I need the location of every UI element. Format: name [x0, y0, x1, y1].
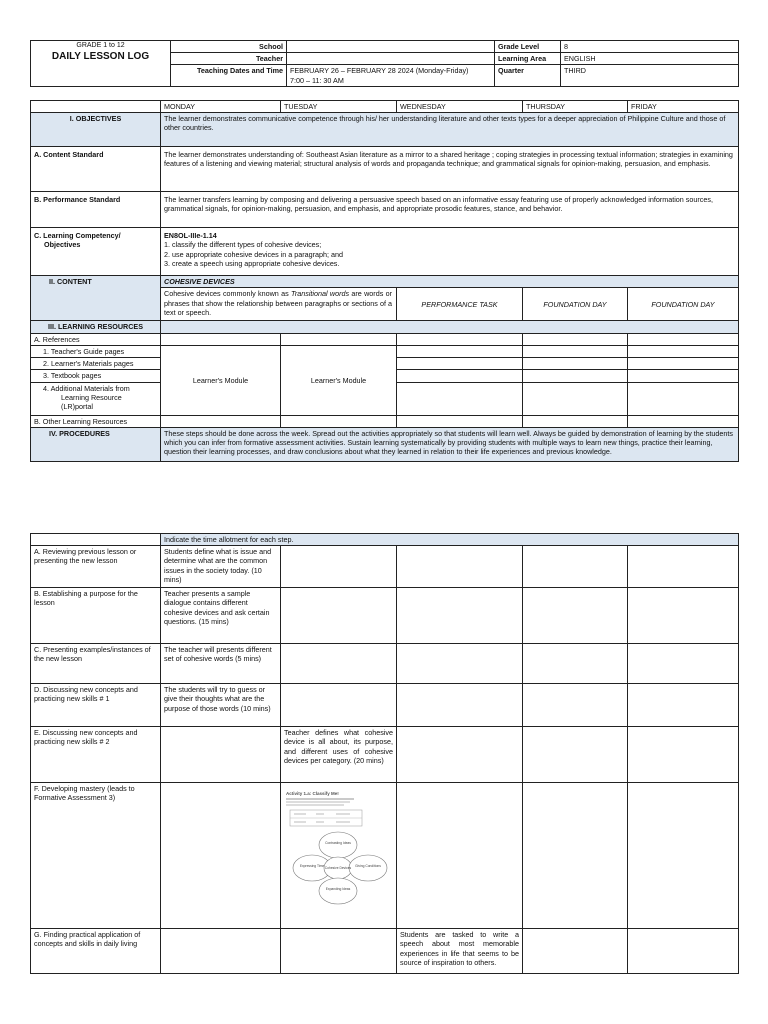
cell [397, 358, 523, 370]
cell [523, 644, 628, 684]
step-a-wednesday [397, 546, 523, 588]
cell [523, 415, 628, 427]
step-e-wednesday [397, 727, 523, 783]
step-f-monday [161, 783, 281, 929]
dates-range: FEBRUARY 26 – FEBRUARY 28 2024 (Monday-Friday) [290, 66, 469, 76]
cell [523, 783, 628, 929]
step-a-monday: Students define what is issue and determine what are the common issues in the society today. (10 mins) [161, 546, 281, 588]
step-g-label: G. Finding practical application of concepts and skills in daily living [31, 929, 161, 974]
step-f-label: F. Developing mastery (leads to Formative Assessment 3) [31, 783, 161, 929]
cell [523, 929, 628, 974]
cell [628, 783, 739, 929]
quarter-value: THIRD [561, 65, 739, 86]
cell [523, 358, 628, 370]
content-standard-label: A. Content Standard [31, 147, 161, 192]
step-c-label: C. Presenting examples/instances of the new lesson [31, 644, 161, 684]
cell [628, 929, 739, 974]
competency-item: 1. classify the different types of cohesive devices; [164, 240, 322, 250]
content-topic: COHESIVE DEVICES [161, 276, 739, 288]
step-g-wednesday: Students are tasked to write a speech about most memorable experiences in life that seems to be source of inspiration to others. [397, 929, 523, 974]
cell [523, 370, 628, 382]
bubble-giving-conditions [349, 855, 387, 881]
teacher-label: Teacher [171, 53, 287, 65]
cell [523, 345, 628, 357]
references-thursday [523, 333, 628, 345]
cell [628, 684, 739, 727]
other-resources-label: B. Other Learning Resources [31, 415, 161, 427]
step-g-monday [161, 929, 281, 974]
monday-resource: Learner's Module [161, 345, 281, 415]
competency-label-line2: Objectives [44, 240, 81, 250]
step-f-wednesday [397, 783, 523, 929]
blank-corner [31, 101, 161, 113]
content-desc-post: are words or phrases that show the relationship between paragraphs or sections of a text or speech. [164, 289, 392, 317]
bubble-label: Giving Conditions [355, 864, 381, 869]
school-label: School [171, 41, 287, 53]
header-title-cell [31, 41, 171, 65]
cell [281, 415, 397, 427]
time-allotment-note: Indicate the time allotment for each step. [161, 534, 739, 546]
step-e-tuesday: Teacher defines what cohesive device is all about, its purpose, and different uses of cohesive devices per category. (20 mins) [281, 727, 397, 783]
step-a-label: A. Reviewing previous lesson or presenting the new lesson [31, 546, 161, 588]
content-description [161, 288, 397, 321]
competency-label [31, 228, 161, 276]
bubble-label: Expanding Ideas [325, 887, 351, 892]
step-d-label: D. Discussing new concepts and practicing new skills # 1 [31, 684, 161, 727]
cell [628, 727, 739, 783]
references-label: A. References [31, 333, 161, 345]
bubble-label: Expressing Time [299, 864, 325, 869]
resources-band [161, 321, 739, 333]
day-tuesday: TUESDAY [281, 101, 397, 113]
cell [161, 415, 281, 427]
content-desc-italic: Transitional words [291, 289, 350, 299]
teachers-guide-label: 1. Teacher's Guide pages [31, 345, 161, 357]
cell [523, 382, 628, 415]
cell [397, 415, 523, 427]
school-value [287, 41, 495, 53]
learning-area-value: ENGLISH [561, 53, 739, 65]
competency-item: 2. use appropriate cohesive devices in a paragraph; and [164, 249, 344, 259]
bubble-label: Contrasting Ideas [325, 841, 351, 846]
content-label: II. CONTENT [31, 276, 161, 321]
step-a-tuesday [281, 546, 397, 588]
step-d-monday: The students will try to guess or give their thoughts what are the purpose of those words (10 mins) [161, 684, 281, 727]
bubble-expanding [319, 878, 357, 904]
performance-standard-text: The learner transfers learning by composing and delivering a persuasive speech based on an informative essay featuring use of properly acknowledged information sources, grammatical signals, for opinion-making, persuasion, and emphasis, and appropriate prosodic features, stance, and behavior. [161, 192, 739, 228]
cell [628, 382, 739, 415]
content-standard-text: The learner demonstrates understanding of: Southeast Asian literature as a mirror to a shared heritage ; coping strategies in processing textual information; strategies in examining features of a listening and viewing material; structural analysis of words and propaganda technique; and grammatical signals for opinion-making, persuasion, and emphasis. [161, 147, 739, 192]
day-friday: FRIDAY [628, 101, 739, 113]
performance-standard-label: B. Performance Standard [31, 192, 161, 228]
cell [628, 588, 739, 644]
cell [628, 358, 739, 370]
day-monday: MONDAY [161, 101, 281, 113]
lesson-plan-table [30, 100, 739, 462]
step-e-label: E. Discussing new concepts and practicing new skills # 2 [31, 727, 161, 783]
activity-title: Activity 1.a: Classify Me! [286, 791, 339, 797]
step-c-tuesday [281, 644, 397, 684]
dates-label: Teaching Dates and Time [171, 65, 287, 86]
cell [397, 370, 523, 382]
additional-materials-line3: (LR)portal [61, 401, 93, 411]
wednesday-content: PERFORMANCE TASK [397, 288, 523, 321]
activity-worksheet-image [284, 789, 392, 909]
cell [523, 727, 628, 783]
references-wednesday [397, 333, 523, 345]
step-d-tuesday [281, 684, 397, 727]
procedures-label: IV. PROCEDURES [31, 427, 161, 461]
cell [523, 588, 628, 644]
learners-materials-label: 2. Learner's Materials pages [31, 358, 161, 370]
step-g-tuesday [281, 929, 397, 974]
additional-materials-line1: 4. Additional Materials from [43, 383, 130, 393]
procedures-text: These steps should be done across the week. Spread out the activities appropriately so that students will learn well. Always be guided by demonstration of learning by the students which you can infer from formative assessment activities. Sustain learning systematically by providing students with multiple ways to learn new things, practice their learning, question their learning processes, and draw conclusions about what they learned in relation to their life experiences and previous knowledge. [161, 427, 739, 461]
competency-text [161, 228, 739, 276]
competency-label-line1: C. Learning Competency/ [34, 231, 121, 241]
additional-materials-label [31, 382, 161, 415]
bubble-label: Cohesive Devices [324, 866, 352, 871]
header-table [30, 40, 739, 87]
textbook-label: 3. Textbook pages [31, 370, 161, 382]
step-c-monday: The teacher will presents different set of cohesive words (5 mins) [161, 644, 281, 684]
cell [628, 370, 739, 382]
cell [628, 345, 739, 357]
thursday-content: FOUNDATION DAY [523, 288, 628, 321]
objectives-label: I. OBJECTIVES [31, 113, 161, 147]
cell [523, 546, 628, 588]
cell [397, 345, 523, 357]
step-b-wednesday [397, 588, 523, 644]
objectives-text: The learner demonstrates communicative competence through his/ her understanding literature and other texts types for a deeper appreciation of Philippine Culture and those of other countries. [161, 113, 739, 147]
cell [628, 644, 739, 684]
learning-area-label: Learning Area [495, 53, 561, 65]
step-d-wednesday [397, 684, 523, 727]
references-monday [161, 333, 281, 345]
step-f-tuesday [281, 783, 397, 929]
cell [523, 684, 628, 727]
cell [628, 546, 739, 588]
teacher-value [287, 53, 495, 65]
cell [397, 382, 523, 415]
step-b-label: B. Establishing a purpose for the lesson [31, 588, 161, 644]
step-e-monday [161, 727, 281, 783]
grade-range: GRADE 1 to 12 [76, 42, 125, 49]
additional-materials-line2: Learning Resource [61, 392, 122, 402]
competency-code: EN8OL-IIIe-1.14 [164, 231, 217, 241]
references-tuesday [281, 333, 397, 345]
step-b-tuesday [281, 588, 397, 644]
tuesday-resource: Learner's Module [281, 345, 397, 415]
step-c-wednesday [397, 644, 523, 684]
grade-level-value: 8 [561, 41, 739, 53]
competency-item: 3. create a speech using appropriate cohesive devices. [164, 258, 340, 268]
header-title-spacer [31, 65, 171, 86]
step-b-monday: Teacher presents a sample dialogue contains different cohesive devices and ask certain questions. (15 mins) [161, 588, 281, 644]
procedures-table [30, 533, 739, 974]
references-friday [628, 333, 739, 345]
friday-content: FOUNDATION DAY [628, 288, 739, 321]
grade-level-label: Grade Level [495, 41, 561, 53]
time-range: 7:00 – 11: 30 AM [290, 75, 344, 85]
log-title: DAILY LESSON LOG [51, 50, 150, 62]
dates-value [287, 65, 495, 86]
cell [628, 415, 739, 427]
quarter-label: Quarter [495, 65, 561, 86]
content-desc-pre: Cohesive devices commonly known as [164, 289, 291, 299]
day-thursday: THURSDAY [523, 101, 628, 113]
bubble-contrasting [319, 832, 357, 858]
resources-label: III. LEARNING RESOURCES [31, 321, 161, 333]
blank-corner [31, 534, 161, 546]
day-wednesday: WEDNESDAY [397, 101, 523, 113]
